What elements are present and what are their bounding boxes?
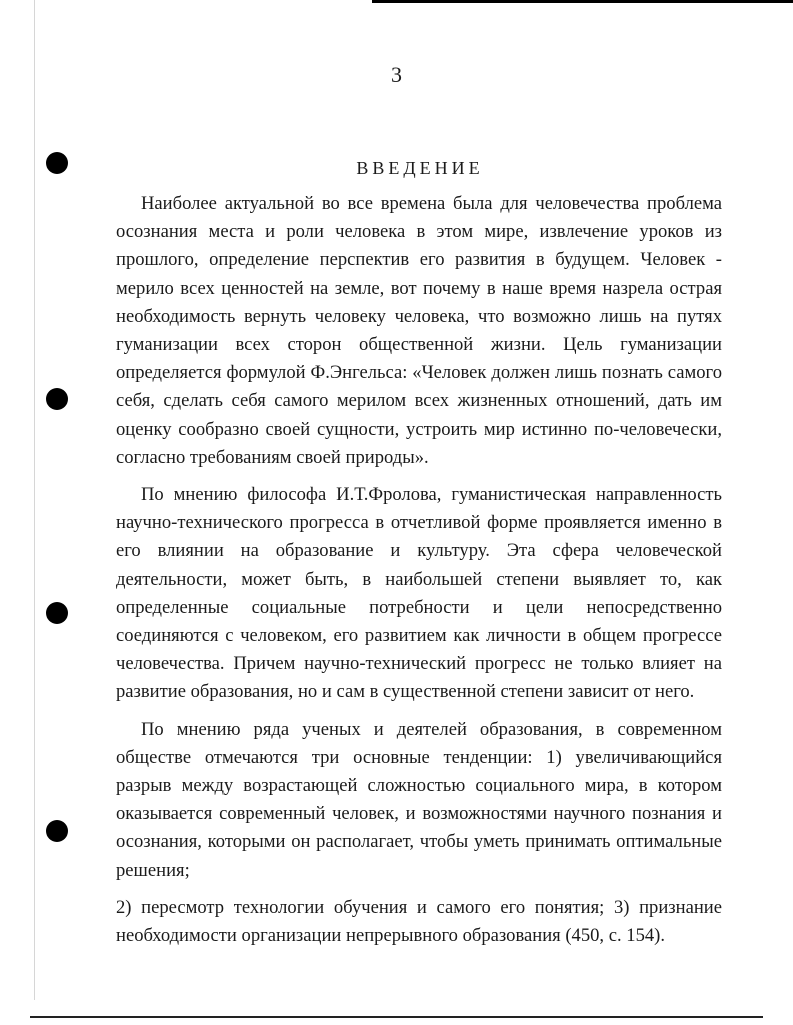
page-number: 3: [391, 62, 402, 87]
scan-top-edge: [372, 0, 793, 3]
section-title: ВВЕДЕНИЕ: [356, 158, 484, 178]
paragraph-1: Наиболее актуальной во все времена была для человечества проблема осознания места и роли человека в этом мире, извлечение уроков из прошлого, определение перспектив его развития в будущем. Человек - мерило всех ценностей на земле, вот почему в наше время назрела острая необходимость вернуть человеку человека, что возможно лишь на путях гуманизации всех сторон общественной жизни. Цель гуманизации определяется формулой Ф.Энгельса: «Человек должен лишь познать самого себя, сделать себя самого мерилом всех жизненных отношений, дать им оценку сообразно своей сущности, устроить мир истинно по-человечески, согласно требованиям своей природы».: [116, 193, 722, 468]
scan-left-margin-line: [34, 0, 35, 1000]
punch-hole-icon: [46, 602, 68, 624]
scan-bottom-edge: [30, 1016, 763, 1018]
punch-hole-icon: [46, 152, 68, 174]
paragraph-2: По мнению философа И.Т.Фролова, гуманистическая направленность научно-технического прогресса в отчетливой форме проявляется именно в его влиянии на образование и культуру. Эта сфера человеческой деятельности, может быть, в наибольшей степени выявляет то, как определенные социальные потребности и цели непосредственно соединяются с человеком, его развитием как личности в общем прогрессе человечества. Причем научно-технический прогресс не только влияет на развитие образования, но и сам в существенной степени зависит от него.: [116, 484, 722, 703]
paragraph-4: 2) пересмотр технологии обучения и самого его понятия; 3) признание необходимости организации непрерывного образования (450, с. 154).: [116, 896, 722, 947]
paragraph-3: По мнению ряда ученых и деятелей образования, в современном обществе отмечаются три основные тенденции: 1) увеличивающийся разрыв между возрастающей сложностью социального мира, в котором оказывается современный человек, и возможностями научного познания и осознания, которыми он располагает, чтобы уметь принимать оптимальные решения;: [116, 718, 722, 881]
punch-hole-icon: [46, 820, 68, 842]
body-text: [116, 190, 722, 950]
punch-hole-icon: [46, 388, 68, 410]
